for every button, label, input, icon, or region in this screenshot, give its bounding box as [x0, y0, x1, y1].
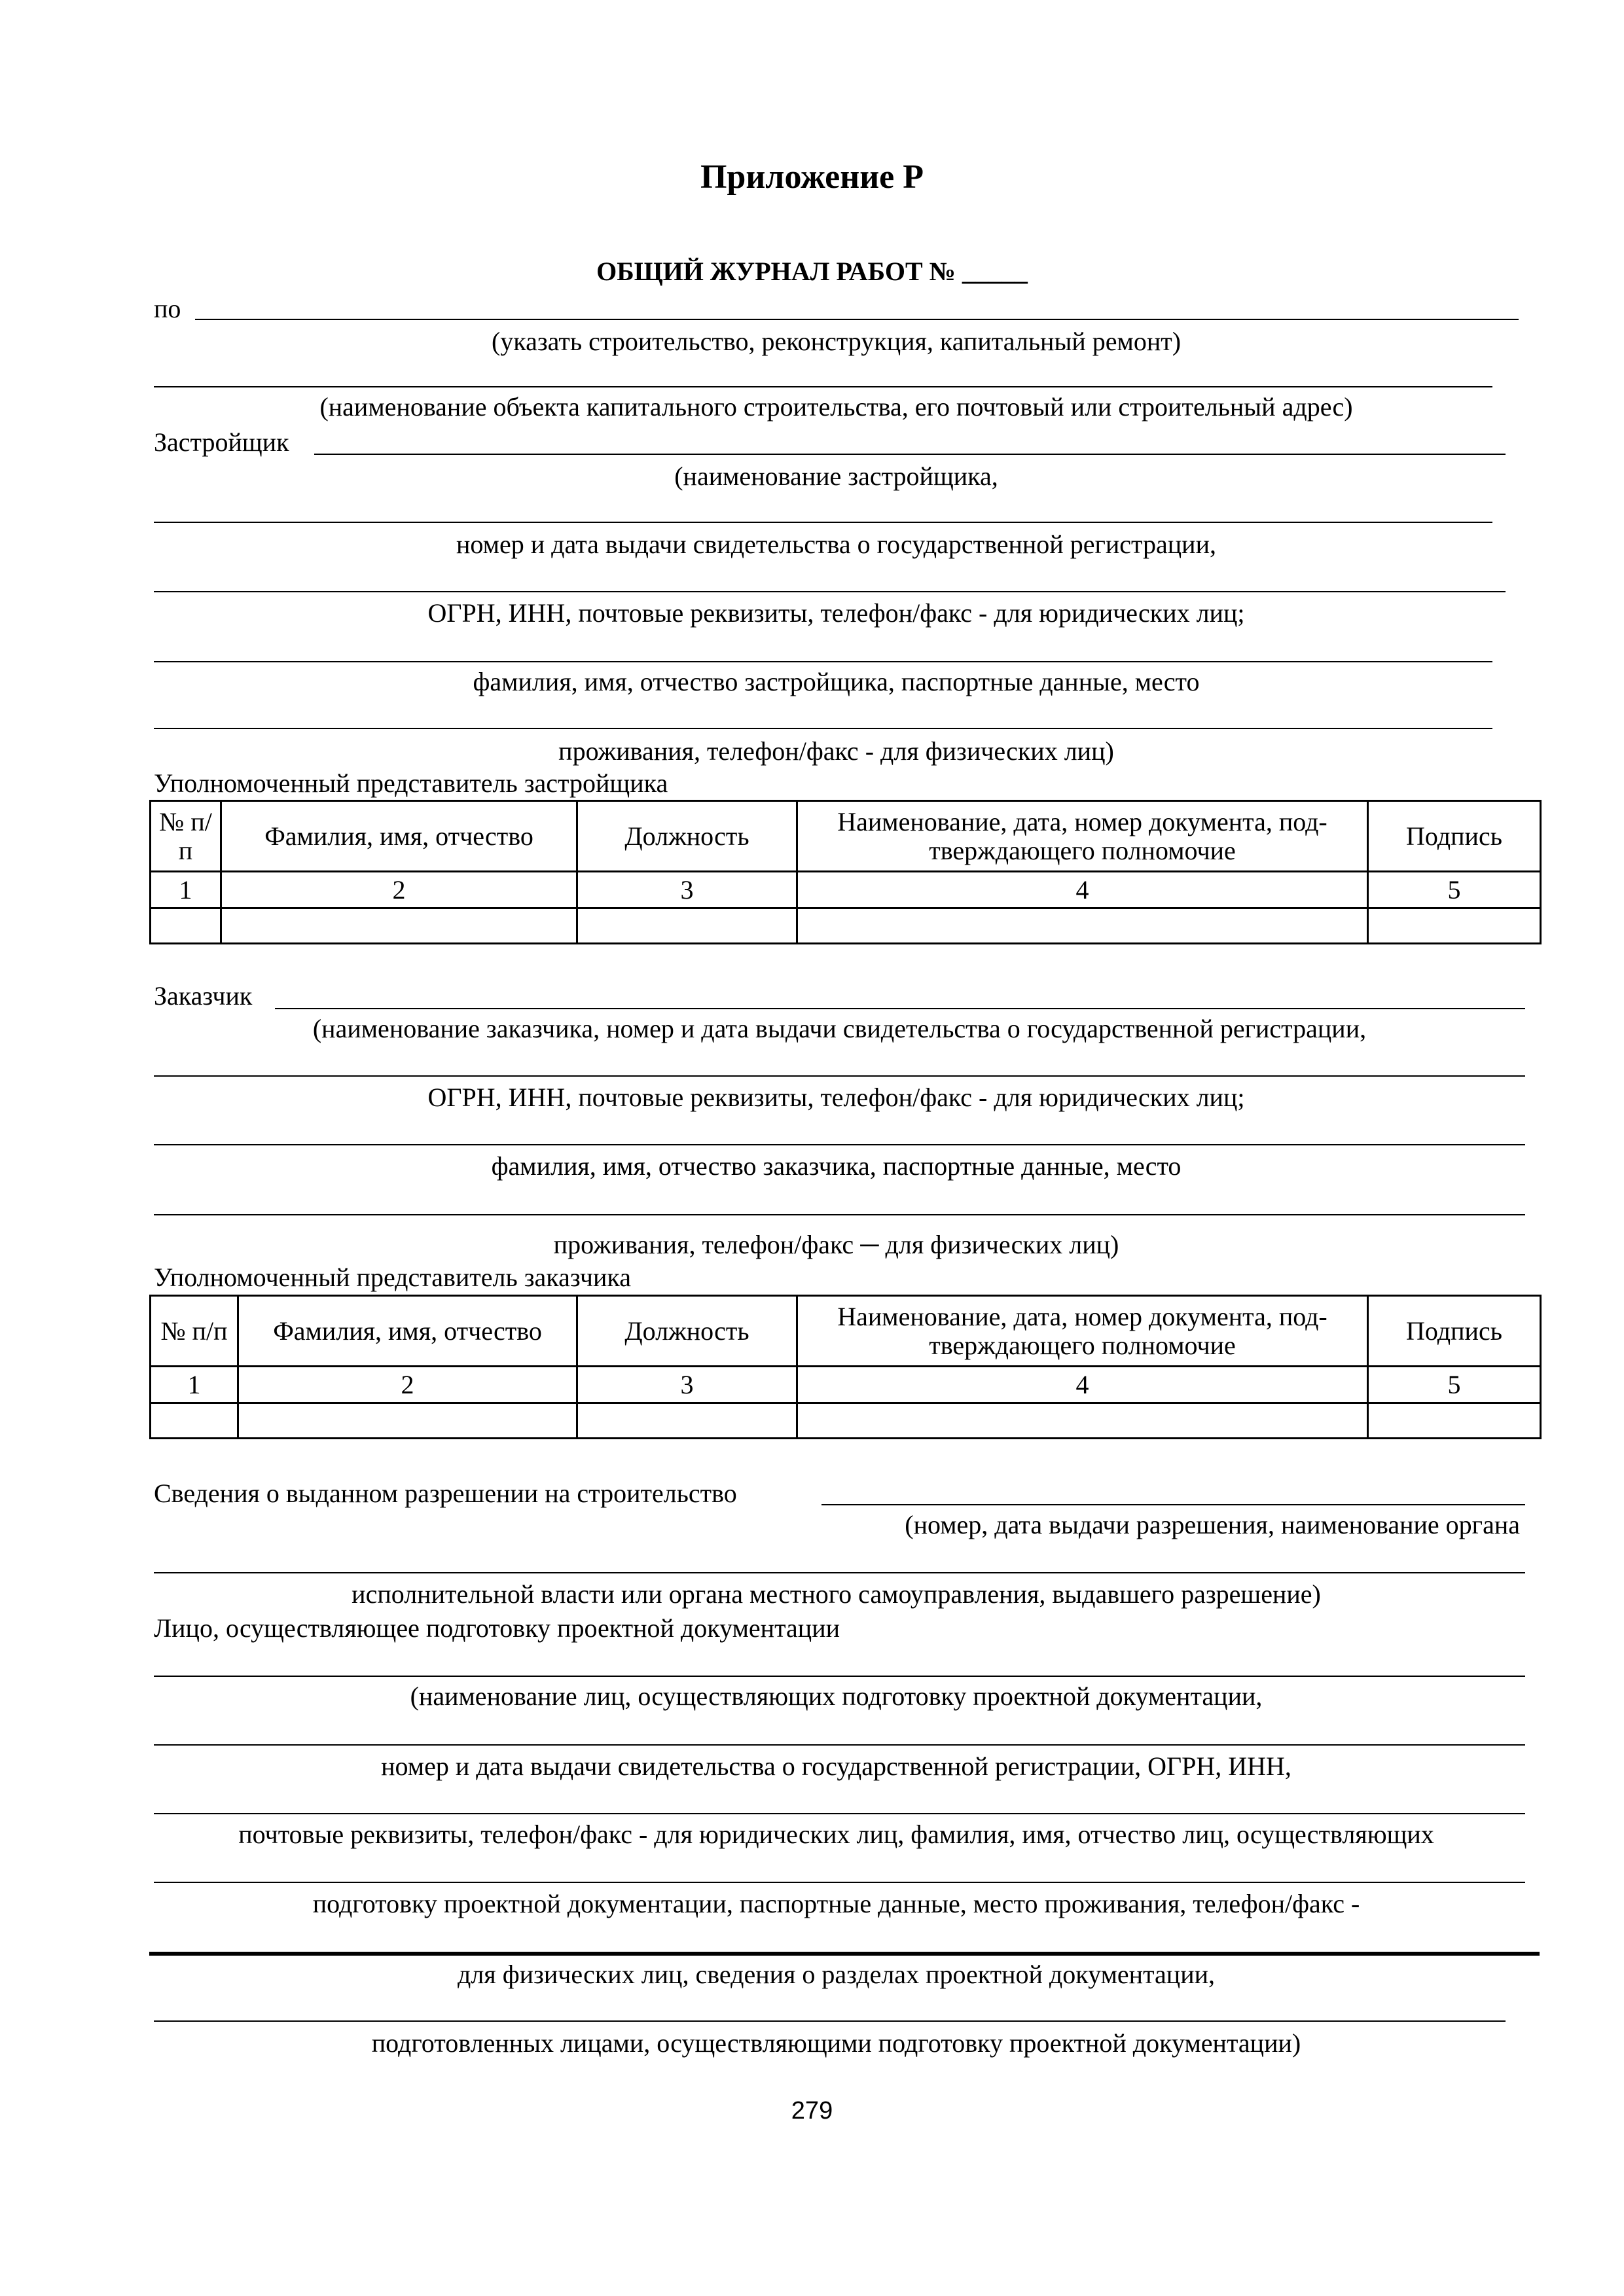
col-header-number: № п/п	[151, 801, 221, 872]
col-number-1: 1	[151, 872, 221, 908]
po-label: по	[154, 294, 181, 323]
cell-position[interactable]	[577, 908, 797, 944]
designer-line-5[interactable]	[149, 1952, 1540, 1956]
cell-position[interactable]	[577, 1403, 797, 1439]
col-header-signature: Подпись	[1368, 801, 1541, 872]
col-header-document: Наименование, дата, номер документа, под-тверждающего полномочие	[797, 1296, 1368, 1367]
developer-hint-2: номер и дата выдачи свидетельства о государственной регистрации,	[456, 529, 1216, 559]
cell-fio[interactable]	[238, 1403, 577, 1439]
col-number-2: 2	[221, 872, 577, 908]
col-number-4: 4	[797, 872, 1368, 908]
developer-line-4[interactable]	[154, 661, 1492, 662]
customer-hint-2: ОГРН, ИНН, почтовые реквизиты, телефон/факс - для юридических лиц;	[427, 1083, 1245, 1112]
cell-document[interactable]	[797, 1403, 1368, 1439]
cell-signature[interactable]	[1368, 1403, 1541, 1439]
col-number-3: 3	[577, 1367, 797, 1403]
developer-line-3[interactable]	[154, 591, 1506, 592]
page-number: 279	[791, 2097, 833, 2125]
col-header-document: Наименование, дата, номер документа, под-тверждающего полномочие	[797, 801, 1368, 872]
customer-hint-1: (наименование заказчика, номер и дата выдачи свидетельства о государственной регистрации,	[312, 1014, 1367, 1043]
developer-field-line[interactable]	[314, 454, 1506, 455]
col-header-signature: Подпись	[1368, 1296, 1541, 1367]
table-row	[151, 1403, 1541, 1439]
col-header-fio: Фамилия, имя, отчество	[221, 801, 577, 872]
customer-rep-heading: Уполномоченный представитель заказчика	[154, 1263, 631, 1292]
designer-line-2[interactable]	[154, 1744, 1525, 1746]
designer-label: Лицо, осуществляющее подготовку проектной документации	[154, 1613, 840, 1643]
designer-line-3[interactable]	[154, 1813, 1525, 1814]
col-number-2: 2	[238, 1367, 577, 1403]
developer-hint-1: (наименование застройщика,	[674, 461, 998, 491]
cell-number[interactable]	[151, 908, 221, 944]
cell-fio[interactable]	[221, 908, 577, 944]
table-row	[151, 908, 1541, 944]
developer-line-5[interactable]	[154, 728, 1492, 729]
project-type-field-line[interactable]	[195, 319, 1519, 320]
table-numbering-row	[151, 872, 1541, 908]
project-type-hint: (указать строительство, реконструкция, капитальный ремонт)	[491, 327, 1182, 356]
designer-line-4[interactable]	[154, 1882, 1525, 1883]
customer-hint-4: проживания, телефон/факс ─ для физических лиц)	[553, 1230, 1119, 1259]
developer-rep-table	[149, 800, 1542, 944]
customer-rep-table	[149, 1295, 1542, 1439]
developer-rep-heading: Уполномоченный представитель застройщика	[154, 768, 668, 798]
col-header-number: № п/п	[151, 1296, 238, 1367]
developer-label: Застройщик	[154, 427, 289, 457]
table-header-row	[151, 801, 1541, 872]
designer-hint-1: (наименование лиц, осуществляющих подготовку проектной документации,	[410, 1681, 1263, 1711]
table-numbering-row	[151, 1367, 1541, 1403]
customer-line-4[interactable]	[154, 1214, 1525, 1215]
permit-field-line[interactable]	[821, 1504, 1525, 1505]
customer-label: Заказчик	[154, 981, 253, 1011]
col-header-position: Должность	[577, 1296, 797, 1367]
developer-line-2[interactable]	[154, 522, 1492, 523]
appendix-title: Приложение Р	[700, 158, 924, 196]
col-number-1: 1	[151, 1367, 238, 1403]
designer-hint-6: подготовленных лицами, осуществляющими подготовку проектной документации)	[371, 2028, 1301, 2058]
col-number-4: 4	[797, 1367, 1368, 1403]
designer-line-1[interactable]	[154, 1676, 1525, 1677]
permit-line-2[interactable]	[154, 1572, 1525, 1573]
designer-hint-3: почтовые реквизиты, телефон/факс - для юридических лиц, фамилия, имя, отчество лиц, осуществляющих	[238, 1820, 1434, 1849]
developer-hint-5: проживания, телефон/факс - для физических лиц)	[558, 736, 1114, 766]
developer-hint-3: ОГРН, ИНН, почтовые реквизиты, телефон/факс - для юридических лиц;	[427, 598, 1245, 628]
customer-hint-3: фамилия, имя, отчество заказчика, паспортные данные, место	[491, 1151, 1182, 1181]
journal-title: ОБЩИЙ ЖУРНАЛ РАБОТ № _____	[596, 257, 1028, 286]
col-header-position: Должность	[577, 801, 797, 872]
permit-hint-1: (номер, дата выдачи разрешения, наименование органа	[905, 1510, 1520, 1539]
developer-hint-4: фамилия, имя, отчество застройщика, паспортные данные, место	[473, 667, 1200, 696]
col-number-5: 5	[1368, 872, 1541, 908]
col-header-fio: Фамилия, имя, отчество	[238, 1296, 577, 1367]
designer-hint-2: номер и дата выдачи свидетельства о государственной регистрации, ОГРН, ИНН,	[381, 1751, 1291, 1781]
designer-line-6[interactable]	[154, 2020, 1506, 2022]
col-number-5: 5	[1368, 1367, 1541, 1403]
designer-hint-4: подготовку проектной документации, паспортные данные, место проживания, телефон/факс -	[312, 1889, 1360, 1918]
cell-signature[interactable]	[1368, 908, 1541, 944]
customer-field-line[interactable]	[275, 1008, 1525, 1009]
permit-label: Сведения о выданном разрешении на строительство	[154, 1479, 737, 1508]
col-number-3: 3	[577, 872, 797, 908]
object-hint: (наименование объекта капитального строительства, его почтовый или строительный адрес)	[319, 392, 1353, 422]
cell-number[interactable]	[151, 1403, 238, 1439]
permit-hint-2: исполнительной власти или органа местного самоуправления, выдавшего разрешение)	[352, 1579, 1321, 1609]
table-header-row	[151, 1296, 1541, 1367]
cell-document[interactable]	[797, 908, 1368, 944]
designer-hint-5: для физических лиц, сведения о разделах проектной документации,	[457, 1960, 1216, 1989]
customer-line-3[interactable]	[154, 1144, 1525, 1145]
object-field-line[interactable]	[154, 386, 1492, 387]
customer-line-2[interactable]	[154, 1075, 1525, 1077]
